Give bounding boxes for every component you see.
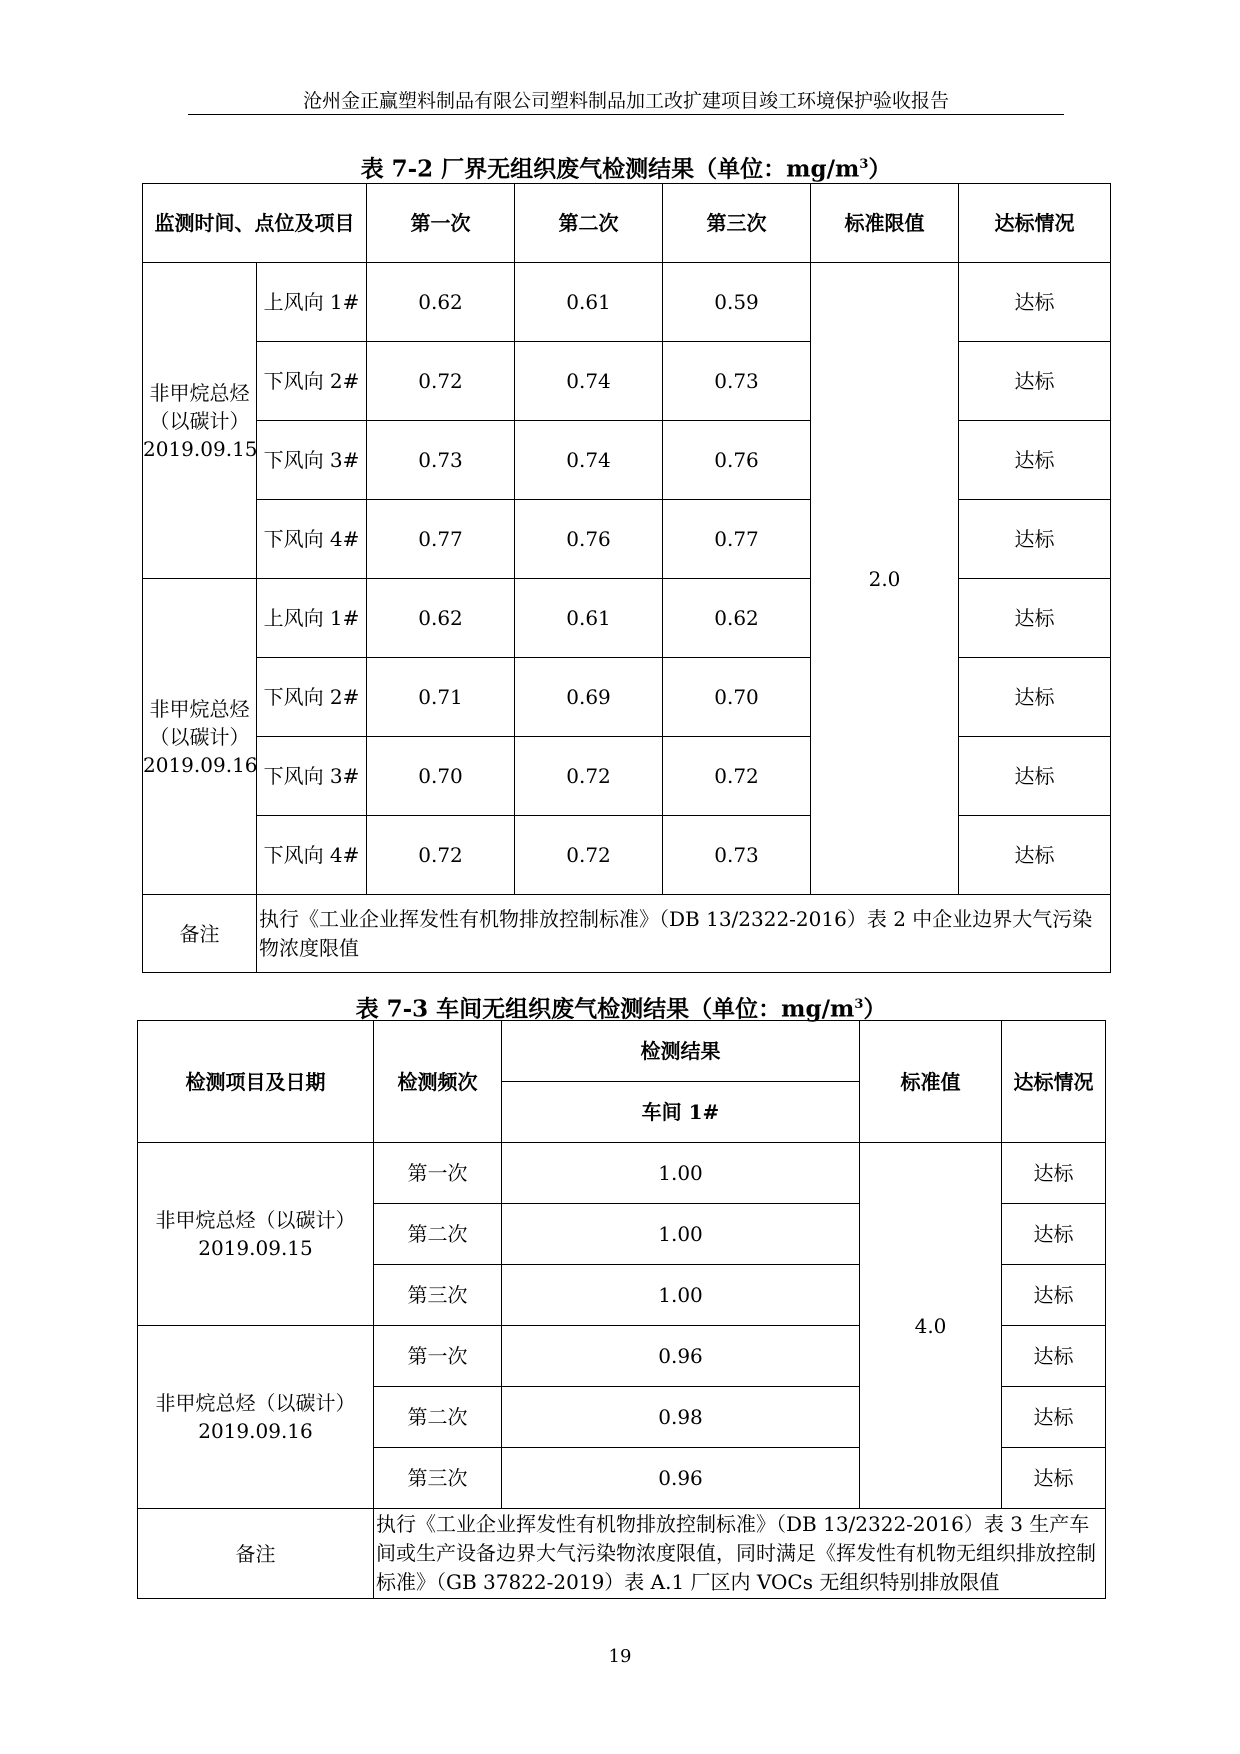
status-cell: 达标 (959, 263, 1111, 342)
value-cell: 0.62 (663, 579, 811, 658)
freq-cell: 第二次 (374, 1204, 502, 1265)
value-cell: 0.72 (367, 342, 515, 421)
freq-cell: 第三次 (374, 1448, 502, 1509)
value-cell: 0.73 (367, 421, 515, 500)
value-cell: 0.73 (663, 342, 811, 421)
header-cell: 检测结果 (502, 1021, 860, 1082)
group-label-line: 非甲烷总烃（以碳计） (155, 1208, 356, 1232)
status-cell: 达标 (959, 658, 1111, 737)
group-label-line: 非甲烷总烃（以碳计） (155, 1391, 356, 1415)
group-label-date: 2019.09.15 (198, 1236, 313, 1260)
value-cell: 0.62 (367, 263, 515, 342)
value-cell: 0.77 (663, 500, 811, 579)
freq-cell: 第二次 (374, 1387, 502, 1448)
header-cell: 标准值 (860, 1021, 1002, 1143)
value-cell: 0.77 (367, 500, 515, 579)
point-cell: 下风向 3# (257, 421, 367, 500)
table-row (143, 737, 1111, 816)
point-cell: 下风向 4# (257, 816, 367, 895)
status-cell: 达标 (1002, 1387, 1106, 1448)
table-row (143, 263, 1111, 342)
status-cell: 达标 (959, 342, 1111, 421)
note-row (143, 895, 1111, 973)
table-7-2-caption (142, 150, 1110, 185)
value-cell: 1.00 (502, 1204, 860, 1265)
status-cell: 达标 (959, 421, 1111, 500)
header-cell: 检测频次 (374, 1021, 502, 1143)
table-row (143, 500, 1111, 579)
status-cell: 达标 (959, 500, 1111, 579)
table-header-row (143, 184, 1111, 263)
freq-cell: 第三次 (374, 1265, 502, 1326)
status-cell: 达标 (959, 579, 1111, 658)
page-number: 19 (608, 1646, 632, 1667)
status-cell: 达标 (1002, 1326, 1106, 1387)
value-cell: 0.72 (515, 737, 663, 816)
status-cell: 达标 (959, 737, 1111, 816)
table-row (143, 816, 1111, 895)
value-cell: 0.96 (502, 1448, 860, 1509)
status-cell: 达标 (1002, 1204, 1106, 1265)
header-cell: 检测项目及日期 (138, 1021, 374, 1143)
caption-superscript: 3 (854, 997, 864, 1012)
point-cell: 下风向 4# (257, 500, 367, 579)
value-cell: 0.71 (367, 658, 515, 737)
group-label-line: 非甲烷总烃 (149, 696, 250, 721)
group-label (138, 1143, 374, 1326)
header-cell: 第一次 (367, 184, 515, 263)
value-cell: 0.74 (515, 421, 663, 500)
table-header-row (138, 1021, 1106, 1082)
status-cell: 达标 (1002, 1265, 1106, 1326)
freq-cell: 第一次 (374, 1143, 502, 1204)
point-cell: 下风向 2# (257, 658, 367, 737)
caption-text: 表 7-3 车间无组织废气检测结果（单位：mg/m (355, 995, 855, 1023)
header-cell: 标准限值 (811, 184, 959, 263)
caption-end: ） (863, 995, 887, 1023)
note-label: 备注 (138, 1509, 374, 1599)
note-label: 备注 (143, 895, 257, 973)
value-cell: 0.72 (663, 737, 811, 816)
value-cell: 0.74 (515, 342, 663, 421)
value-cell: 1.00 (502, 1265, 860, 1326)
table-row (138, 1143, 1106, 1204)
status-cell: 达标 (1002, 1448, 1106, 1509)
group-label-line: 非甲烷总烃 (149, 380, 250, 405)
status-cell: 达标 (959, 816, 1111, 895)
value-cell: 0.70 (367, 737, 515, 816)
table-row (143, 658, 1111, 737)
point-cell: 下风向 2# (257, 342, 367, 421)
value-cell: 0.61 (515, 263, 663, 342)
value-cell: 0.73 (663, 816, 811, 895)
value-cell: 0.70 (663, 658, 811, 737)
group-label-date: 2019.09.16 (198, 1419, 313, 1443)
table-row (143, 579, 1111, 658)
header-cell: 第二次 (515, 184, 663, 263)
point-cell: 上风向 1# (257, 579, 367, 658)
value-cell: 0.69 (515, 658, 663, 737)
caption-superscript: 3 (859, 157, 869, 172)
value-cell: 0.72 (515, 816, 663, 895)
subheader-cell: 车间 1# (502, 1082, 860, 1143)
value-cell: 0.61 (515, 579, 663, 658)
note-text: 执行《工业企业挥发性有机物排放控制标准》（DB 13/2322-2016）表 3 生产车间或生产设备边界大气污染物浓度限值，同时满足《挥发性有机物无组织排放控制标准》（GB 37822-2019）表 A.1 厂区内 VOCs 无组织特别排放限值 (374, 1509, 1106, 1599)
freq-cell: 第一次 (374, 1326, 502, 1387)
note-text: 执行《工业企业挥发性有机物排放控制标准》（DB 13/2322-2016）表 2 中企业边界大气污染物浓度限值 (257, 895, 1111, 973)
limit-cell: 4.0 (860, 1143, 1002, 1509)
group-label-date: 2019.09.16 (143, 752, 258, 777)
header-cell: 达标情况 (1002, 1021, 1106, 1143)
value-cell: 0.59 (663, 263, 811, 342)
table-7-2 (142, 183, 1111, 973)
table-row (143, 342, 1111, 421)
value-cell: 0.76 (515, 500, 663, 579)
value-cell: 0.98 (502, 1387, 860, 1448)
point-cell: 下风向 3# (257, 737, 367, 816)
header-cell: 第三次 (663, 184, 811, 263)
table-7-3 (137, 1020, 1106, 1599)
header-cell: 监测时间、点位及项目 (143, 184, 367, 263)
group-label (143, 579, 257, 895)
table-row (143, 421, 1111, 500)
status-cell: 达标 (1002, 1143, 1106, 1204)
value-cell: 0.96 (502, 1326, 860, 1387)
group-label-date: 2019.09.15 (143, 436, 258, 461)
page-header: 沧州金正赢塑料制品有限公司塑料制品加工改扩建项目竣工环境保护验收报告 (188, 88, 1064, 115)
group-label (138, 1326, 374, 1509)
point-cell: 上风向 1# (257, 263, 367, 342)
group-label-line: （以碳计） (149, 724, 250, 749)
note-row (138, 1509, 1106, 1599)
value-cell: 0.62 (367, 579, 515, 658)
caption-end: ） (868, 155, 892, 183)
value-cell: 0.76 (663, 421, 811, 500)
caption-text: 表 7-2 厂界无组织废气检测结果（单位：mg/m (360, 155, 860, 183)
group-label (143, 263, 257, 579)
header-cell: 达标情况 (959, 184, 1111, 263)
limit-cell: 2.0 (811, 263, 959, 895)
value-cell: 1.00 (502, 1143, 860, 1204)
value-cell: 0.72 (367, 816, 515, 895)
group-label-line: （以碳计） (149, 408, 250, 433)
